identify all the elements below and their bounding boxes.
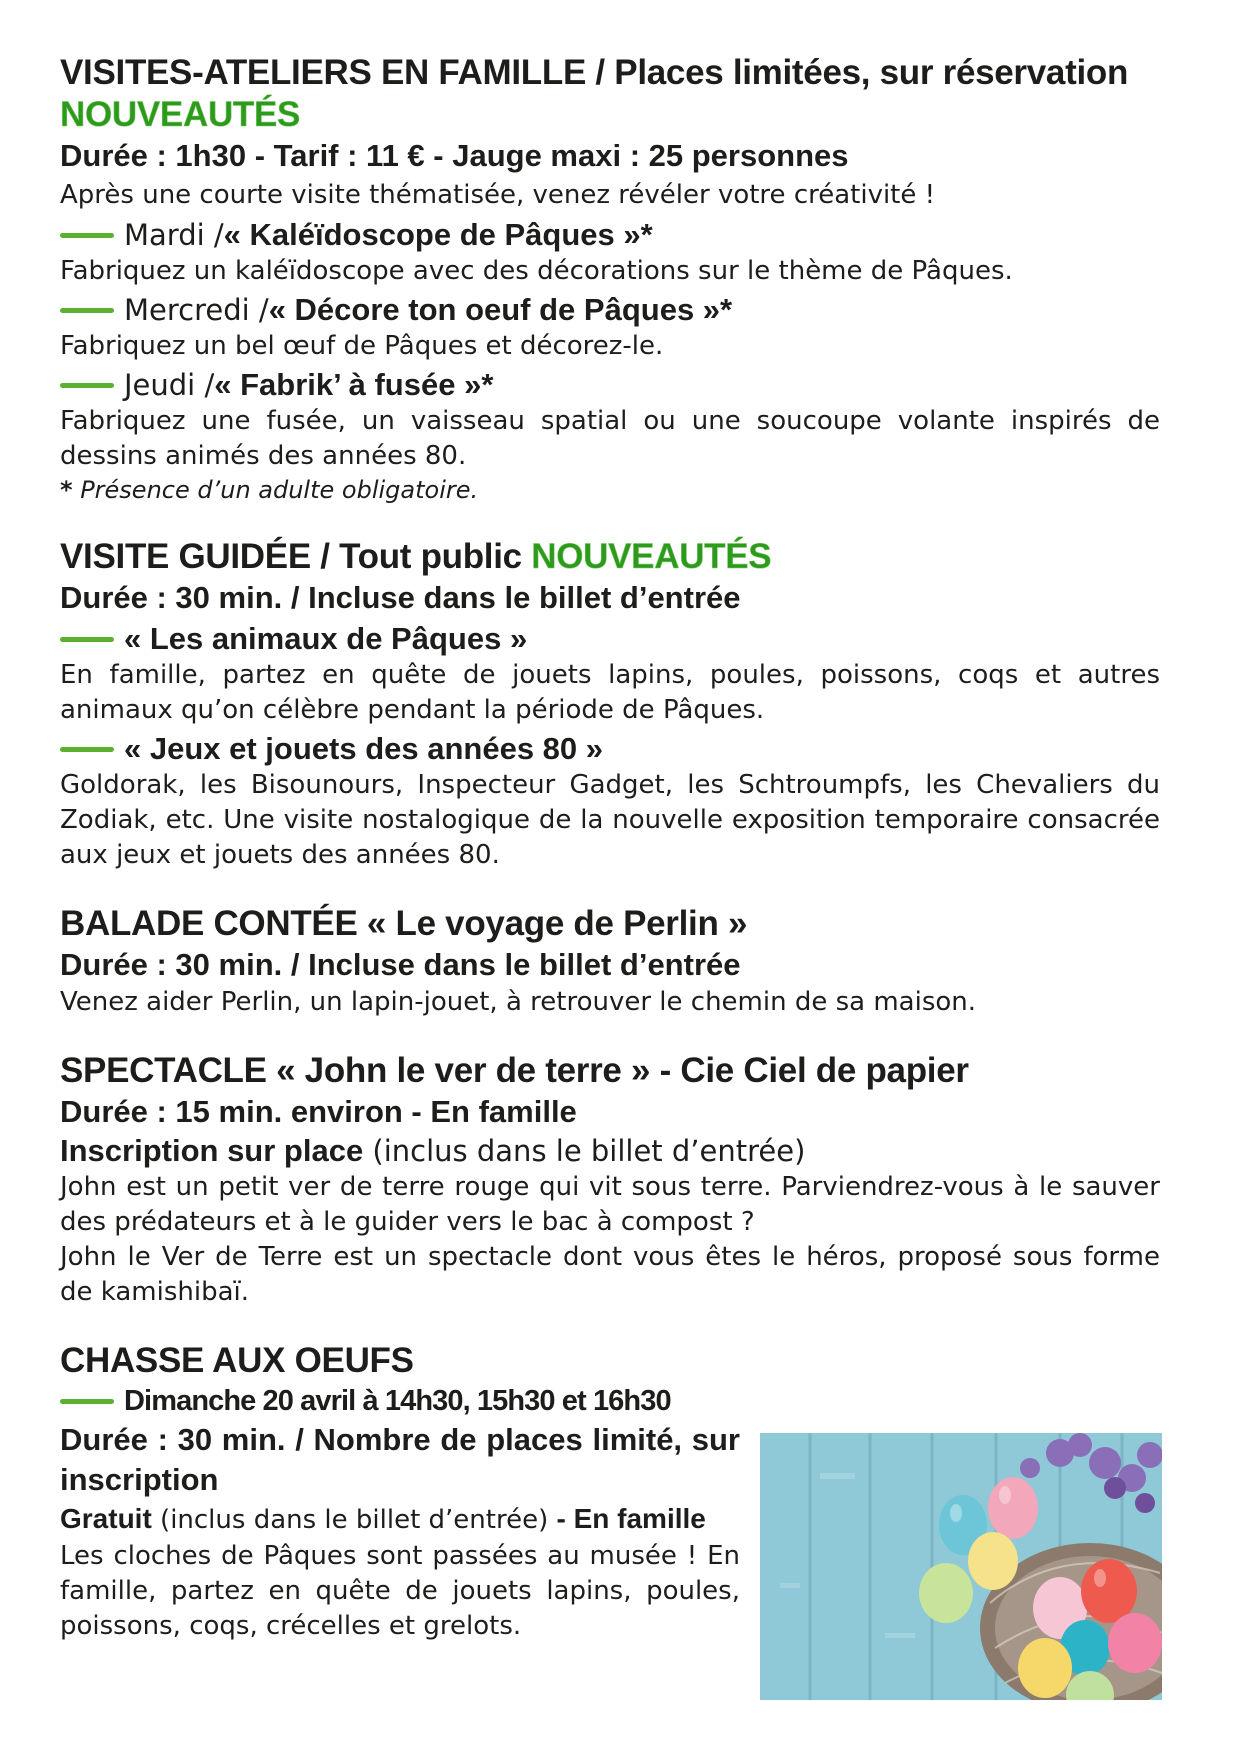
section-title: BALADE CONTÉE « Le voyage de Perlin » — [60, 904, 748, 943]
workshop-desc: Fabriquez un kaléïdoscope avec des décorations sur le thème de Pâques. — [60, 256, 1013, 286]
section-title: SPECTACLE « John le ver de terre » - Cie Ciel de papier — [60, 1051, 969, 1090]
green-dash-icon — [60, 383, 114, 388]
section-desc: Les cloches de Pâques sont passées au musée ! En famille, partez en quête de jouets lapins, poules, poissons, coqs, crécelles et grelots. — [60, 1541, 740, 1641]
workshop-title: « Fabrik’ à fusée »* — [214, 367, 494, 402]
workshop-title: « Kaléïdoscope de Pâques »* — [223, 217, 653, 252]
guided-desc: En famille, partez en quête de jouets lapins, poules, poissons, coqs et autres animaux qu’on célèbre pendant la période de Pâques. — [60, 660, 1160, 725]
section-spectacle — [60, 1050, 1160, 1310]
workshop-title: « Décore ton oeuf de Pâques »* — [268, 292, 733, 327]
section-intro: Après une courte visite thématisée, venez révéler votre créativité ! — [60, 180, 936, 210]
section-title: VISITE GUIDÉE / Tout public NOUVEAUTÉS — [60, 537, 772, 576]
guided-item — [60, 730, 1160, 768]
section-sub: Gratuit (inclus dans le billet d’entrée) - En famille — [60, 1503, 706, 1535]
section-meta: Durée : 15 min. environ - En famille — [60, 1094, 577, 1129]
section-balade-contee — [60, 903, 1160, 1020]
section-visites-ateliers — [60, 52, 1160, 506]
guided-desc: Goldorak, les Bisounours, Inspecteur Gadget, les Schtroumpfs, les Chevaliers du Zodiak, etc. Une visite nostalogique de la nouvelle exposition temporaire consacrée aux jeux et jouets des années 80. — [60, 770, 1160, 870]
section-title: CHASSE AUX OEUFS — [60, 1341, 414, 1380]
section-desc: John le Ver de Terre est un spectacle dont vous êtes le héros, proposé sous forme de kamishibaï. — [60, 1242, 1160, 1307]
guided-item — [60, 620, 1160, 658]
workshop-day: Mercredi / — [124, 293, 269, 327]
nouveautes-badge: NOUVEAUTÉS — [531, 537, 772, 576]
section-title: VISITES-ATELIERS EN FAMILLE / Places limitées, sur réservation — [60, 53, 1129, 92]
workshop-desc: Fabriquez une fusée, un vaisseau spatial ou une soucoupe volante inspirés de dessins animés des années 80. — [60, 406, 1160, 471]
green-dash-icon — [60, 637, 114, 642]
section-sub: Inscription sur place (inclus dans le billet d’entrée) — [60, 1133, 806, 1168]
easter-eggs-photo — [760, 1433, 1162, 1700]
workshop-day: Jeudi / — [124, 368, 215, 402]
green-dash-icon — [60, 308, 114, 313]
green-dash-icon — [60, 233, 114, 238]
workshop-item-mardi — [60, 216, 1160, 254]
guided-title: « Les animaux de Pâques » — [124, 621, 528, 656]
section-desc: John est un petit ver de terre rouge qui vit sous terre. Parviendrez-vous à le sauver des prédateurs et à le guider vers le bac à compost ? — [60, 1172, 1160, 1237]
section-meta: Durée : 30 min. / Incluse dans le billet d’entrée — [60, 580, 741, 615]
egg-hunt-date: Dimanche 20 avril à 14h30, 15h30 et 16h30 — [60, 1382, 740, 1420]
workshop-item-mercredi — [60, 291, 1160, 329]
section-visite-guidee — [60, 536, 1160, 873]
section-desc: Venez aider Perlin, un lapin-jouet, à retrouver le chemin de sa maison. — [60, 987, 977, 1017]
section-meta: Durée : 1h30 - Tarif : 11 € - Jauge maxi : 25 personnes — [60, 138, 849, 173]
workshop-desc: Fabriquez un bel œuf de Pâques et décorez-le. — [60, 331, 664, 361]
section-meta: Durée : 30 min. / Nombre de places limité, sur inscription — [60, 1422, 740, 1497]
green-dash-icon — [60, 747, 114, 752]
nouveautes-badge: NOUVEAUTÉS — [60, 95, 301, 134]
guided-title: « Jeux et jouets des années 80 » — [124, 731, 604, 766]
green-dash-icon — [60, 1399, 114, 1404]
adult-note: * Présence d’un adulte obligatoire. — [60, 476, 479, 504]
page-content — [60, 52, 1160, 1644]
egg-hunt-text — [60, 1382, 740, 1644]
section-meta: Durée : 30 min. / Incluse dans le billet d’entrée — [60, 947, 741, 982]
workshop-item-jeudi — [60, 366, 1160, 404]
workshop-day: Mardi / — [124, 218, 224, 252]
